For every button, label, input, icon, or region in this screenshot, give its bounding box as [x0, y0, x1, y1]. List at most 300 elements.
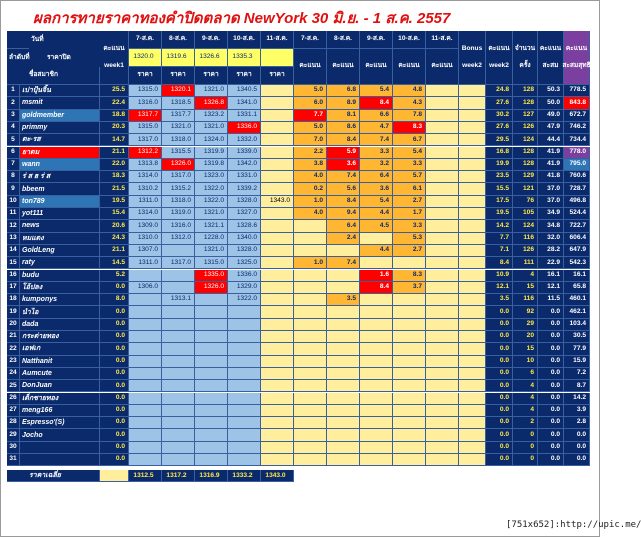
grand-total: 542.3 [564, 257, 590, 269]
day-score [393, 429, 426, 441]
predicted-price: 1324.0 [195, 134, 228, 146]
predicted-price: 1317.7 [162, 110, 195, 122]
member-name: budu [20, 270, 100, 282]
week1-score: 5.2 [100, 270, 129, 282]
entry-count: 126 [513, 245, 538, 257]
accum-score: 0.0 [538, 429, 564, 441]
predicted-price [261, 319, 294, 331]
predicted-price: 1340.0 [228, 233, 261, 245]
average-price: 1312.5 [129, 470, 162, 482]
predicted-price [261, 171, 294, 183]
entry-count: 15 [513, 343, 538, 355]
predicted-price [129, 429, 162, 441]
accum-score: 50.3 [538, 85, 564, 97]
day-score: 5.9 [327, 147, 360, 159]
header-rank-label: ลำดับที่ [7, 49, 45, 67]
predicted-price: 1228.0 [195, 233, 228, 245]
day-score: 4.4 [360, 245, 393, 257]
day-score [393, 454, 426, 466]
day-score [426, 319, 459, 331]
day-score [327, 270, 360, 282]
header-accum [538, 31, 564, 85]
predicted-price [195, 306, 228, 318]
bonus-score [459, 245, 486, 257]
row-number: 11 [7, 208, 20, 220]
entry-count: 0 [513, 454, 538, 466]
member-name: msmit [20, 97, 100, 109]
day-score [426, 208, 459, 220]
predicted-price: 1342.0 [228, 159, 261, 171]
header-closing-price [261, 49, 294, 67]
week1-score: 0.0 [100, 454, 129, 466]
day-score [327, 368, 360, 380]
accum-score: 50.0 [538, 97, 564, 109]
day-score [360, 343, 393, 355]
header-week1-score: คะแนน [103, 44, 125, 52]
day-score [294, 270, 327, 282]
member-name [20, 454, 100, 466]
bonus-score [459, 343, 486, 355]
predicted-price [162, 454, 195, 466]
predicted-price [261, 368, 294, 380]
week2-score: 15.5 [486, 183, 513, 195]
grand-total: 30.5 [564, 331, 590, 343]
grand-total: 77.9 [564, 343, 590, 355]
predicted-price [228, 380, 261, 392]
grand-total: 103.4 [564, 319, 590, 331]
predicted-price: 1329.0 [228, 282, 261, 294]
week1-score: 0.0 [100, 405, 129, 417]
grand-total: 0.0 [564, 454, 590, 466]
week2-score: 14.2 [486, 220, 513, 232]
member-name: kumponys [20, 294, 100, 306]
grand-total: 778.5 [564, 85, 590, 97]
day-score [393, 294, 426, 306]
grand-total: 8.7 [564, 380, 590, 392]
grand-total: 15.9 [564, 356, 590, 368]
member-name: DonJuan [20, 380, 100, 392]
predicted-price: 1339.0 [228, 147, 261, 159]
day-score [393, 405, 426, 417]
header-count-sub: ครั้ง [519, 61, 531, 69]
accum-score: 32.0 [538, 233, 564, 245]
predicted-price [195, 343, 228, 355]
predicted-price [129, 356, 162, 368]
week2-score: 24.8 [486, 85, 513, 97]
week2-score: 16.8 [486, 147, 513, 159]
predicted-price [195, 294, 228, 306]
day-score [426, 134, 459, 146]
header-point-date: 11-ส.ค. [426, 31, 459, 49]
predicted-price [129, 270, 162, 282]
grand-total: 0.0 [564, 442, 590, 454]
predicted-price [261, 380, 294, 392]
predicted-price: 1317.0 [162, 171, 195, 183]
day-score [327, 380, 360, 392]
day-score: 5.6 [327, 183, 360, 195]
predicted-price: 1313.1 [162, 294, 195, 306]
week1-score: 24.3 [100, 233, 129, 245]
row-number: 25 [7, 380, 20, 392]
week1-score: 0.0 [100, 368, 129, 380]
day-score: 5.7 [393, 171, 426, 183]
bonus-score [459, 356, 486, 368]
predicted-price [228, 405, 261, 417]
bonus-score [459, 220, 486, 232]
bonus-score [459, 331, 486, 343]
grand-total: 760.6 [564, 171, 590, 183]
day-score [294, 343, 327, 355]
header-point-date: 7-ส.ค. [294, 31, 327, 49]
row-number: 26 [7, 393, 20, 405]
header-price-sub: ราคา [162, 67, 195, 85]
day-score [393, 306, 426, 318]
week1-score: 20.6 [100, 220, 129, 232]
day-score [393, 257, 426, 269]
day-score [393, 393, 426, 405]
predicted-price: 1316.0 [162, 220, 195, 232]
day-score [393, 380, 426, 392]
day-score: 8.3 [393, 270, 426, 282]
predicted-price [261, 147, 294, 159]
predicted-price [195, 442, 228, 454]
accum-score: 34.8 [538, 220, 564, 232]
predicted-price: 1325.0 [228, 257, 261, 269]
predicted-price [228, 331, 261, 343]
week2-score: 0.0 [486, 417, 513, 429]
week1-score: 14.7 [100, 134, 129, 146]
member-name: ร่ ส ฮ ร่ ส [20, 171, 100, 183]
day-score [393, 319, 426, 331]
accum-score: 0.0 [538, 417, 564, 429]
member-name [20, 442, 100, 454]
member-name: Natthanit [20, 356, 100, 368]
member-name: meng166 [20, 405, 100, 417]
entry-count: 76 [513, 196, 538, 208]
predicted-price: 1335.0 [195, 270, 228, 282]
day-score: 0.2 [294, 183, 327, 195]
predicted-price [228, 306, 261, 318]
predicted-price: 1328.0 [228, 196, 261, 208]
predicted-price: 1328.6 [228, 220, 261, 232]
predicted-price [261, 356, 294, 368]
member-name: wann [20, 159, 100, 171]
predicted-price [162, 405, 195, 417]
member-name: ยาดม [20, 147, 100, 159]
accum-score: 0.0 [538, 356, 564, 368]
bonus-score [459, 442, 486, 454]
week1-score: 0.0 [100, 331, 129, 343]
predicted-price [261, 282, 294, 294]
predicted-price: 1326.0 [162, 159, 195, 171]
entry-count: 111 [513, 257, 538, 269]
week2-score: 3.5 [486, 294, 513, 306]
predicted-price [162, 245, 195, 257]
day-score [426, 257, 459, 269]
row-number: 4 [7, 122, 20, 134]
grand-total: 778.0 [564, 147, 590, 159]
row-number: 8 [7, 171, 20, 183]
entry-count: 4 [513, 405, 538, 417]
entry-count: 15 [513, 282, 538, 294]
accum-score: 0.0 [538, 306, 564, 318]
member-name: ตะ-รส [20, 134, 100, 146]
bonus-score [459, 97, 486, 109]
day-score [426, 331, 459, 343]
bonus-score [459, 368, 486, 380]
row-number: 14 [7, 245, 20, 257]
day-score [327, 442, 360, 454]
entry-count: 129 [513, 171, 538, 183]
row-number: 23 [7, 356, 20, 368]
bonus-score [459, 110, 486, 122]
bonus-score [459, 294, 486, 306]
day-score [360, 331, 393, 343]
header-closing-price: 1319.6 [162, 49, 195, 67]
row-number: 5 [7, 134, 20, 146]
predicted-price [261, 134, 294, 146]
day-score [294, 405, 327, 417]
predicted-price: 1313.8 [129, 159, 162, 171]
day-score [327, 331, 360, 343]
header-score2-week: week2 [489, 61, 509, 69]
week2-score: 7.1 [486, 245, 513, 257]
header-count [513, 31, 538, 85]
member-name: หมแดง [20, 233, 100, 245]
entry-count: 128 [513, 97, 538, 109]
row-number: 6 [7, 147, 20, 159]
day-score: 8.4 [327, 134, 360, 146]
predicted-price [162, 429, 195, 441]
day-score [360, 319, 393, 331]
header-accum-label: สะสม [542, 61, 559, 69]
header-point-date: 8-ส.ค. [327, 31, 360, 49]
predicted-price: 1321.0 [195, 122, 228, 134]
member-name: ton789 [20, 196, 100, 208]
day-score [426, 147, 459, 159]
week2-score: 17.5 [486, 196, 513, 208]
entry-count: 127 [513, 110, 538, 122]
member-name: bbeem [20, 183, 100, 195]
predicted-price [195, 368, 228, 380]
accum-score: 11.5 [538, 294, 564, 306]
bonus-score [459, 306, 486, 318]
member-name: primmy [20, 122, 100, 134]
bonus-score [459, 208, 486, 220]
predicted-price [261, 405, 294, 417]
bonus-score [459, 270, 486, 282]
predicted-price [228, 368, 261, 380]
week1-score: 0.0 [100, 380, 129, 392]
row-number: 13 [7, 233, 20, 245]
entry-count: 4 [513, 393, 538, 405]
grand-total: 7.2 [564, 368, 590, 380]
accum-score: 0.0 [538, 454, 564, 466]
image-source-caption: [751x652]:http://upic.me/ [506, 520, 641, 530]
predicted-price: 1322.0 [195, 183, 228, 195]
day-score: 7.0 [294, 134, 327, 146]
header-price-sub: ราคา [261, 67, 294, 85]
header-point-sub: คะแนน [360, 49, 393, 85]
header-closing-price: 1326.6 [195, 49, 228, 67]
day-score [327, 245, 360, 257]
predicted-price: 1319.0 [162, 208, 195, 220]
day-score [426, 97, 459, 109]
bonus-score [459, 233, 486, 245]
day-score [327, 282, 360, 294]
row-number: 18 [7, 294, 20, 306]
day-score: 4.8 [393, 85, 426, 97]
day-score: 6.6 [360, 110, 393, 122]
header-price-date: 9-ส.ค. [195, 31, 228, 49]
header-week1-label: week1 [104, 61, 124, 69]
predicted-price: 1319.9 [195, 147, 228, 159]
day-score: 1.0 [294, 257, 327, 269]
header-price-date: 7-ส.ค. [129, 31, 162, 49]
week1-score: 0.0 [100, 393, 129, 405]
accum-score: 28.2 [538, 245, 564, 257]
accum-score: 0.0 [538, 405, 564, 417]
entry-count: 2 [513, 417, 538, 429]
predicted-price [261, 208, 294, 220]
accum-score: 0.0 [538, 319, 564, 331]
entry-count: 10 [513, 356, 538, 368]
accum-score: 22.9 [538, 257, 564, 269]
bonus-score [459, 319, 486, 331]
average-spacer [100, 470, 129, 482]
day-score [294, 380, 327, 392]
header-price-date: 10-ส.ค. [228, 31, 261, 49]
header-count-label: จำนวน [514, 44, 536, 52]
predicted-price [162, 282, 195, 294]
bonus-score [459, 405, 486, 417]
day-score [360, 417, 393, 429]
predicted-price: 1320.1 [162, 85, 195, 97]
predicted-price [261, 343, 294, 355]
grand-total: 14.2 [564, 393, 590, 405]
day-score [393, 417, 426, 429]
predicted-price: 1322.0 [228, 294, 261, 306]
row-number: 15 [7, 257, 20, 269]
predicted-price [261, 85, 294, 97]
day-score [426, 85, 459, 97]
accum-score: 44.4 [538, 134, 564, 146]
bonus-score [459, 134, 486, 146]
average-price: 1316.9 [195, 470, 228, 482]
day-score [327, 417, 360, 429]
day-score: 1.6 [360, 270, 393, 282]
week1-score: 22.0 [100, 159, 129, 171]
day-score [426, 306, 459, 318]
week1-score: 25.5 [100, 85, 129, 97]
header-closing-price: 1335.3 [228, 49, 261, 67]
header-score2 [486, 31, 513, 85]
day-score [327, 405, 360, 417]
predicted-price [129, 393, 162, 405]
predicted-price [195, 356, 228, 368]
accum-score: 41.9 [538, 147, 564, 159]
predicted-price: 1322.0 [195, 196, 228, 208]
predicted-price [129, 294, 162, 306]
accum-score: 41.9 [538, 159, 564, 171]
week1-score: 0.0 [100, 442, 129, 454]
accum-score: 34.9 [538, 208, 564, 220]
day-score: 7.4 [327, 171, 360, 183]
row-number: 10 [7, 196, 20, 208]
day-score: 4.0 [294, 208, 327, 220]
entry-count: 0 [513, 429, 538, 441]
predicted-price: 1318.0 [162, 196, 195, 208]
predicted-price [195, 319, 228, 331]
predicted-price: 1323.2 [195, 110, 228, 122]
day-score: 4.3 [393, 97, 426, 109]
predicted-price: 1314.0 [129, 208, 162, 220]
day-score: 5.0 [294, 85, 327, 97]
week2-score: 0.0 [486, 368, 513, 380]
day-score [426, 343, 459, 355]
header-grand-label: คะแนน [565, 44, 588, 52]
week2-score: 0.0 [486, 393, 513, 405]
bonus-score [459, 380, 486, 392]
day-score: 7.4 [327, 257, 360, 269]
header-score2-label: คะแนน [488, 44, 510, 52]
grand-total: 2.8 [564, 417, 590, 429]
predicted-price [228, 442, 261, 454]
member-name: เอฟเก [20, 343, 100, 355]
week1-score: 0.0 [100, 343, 129, 355]
header-price-sub: ราคา [228, 67, 261, 85]
report-title: ผลการทายราคาทองคำปิดตลาด NewYork 30 มิ.ย. - 1 ส.ค. 2557 [33, 10, 451, 27]
predicted-price [162, 331, 195, 343]
week1-score: 15.4 [100, 208, 129, 220]
entry-count: 4 [513, 270, 538, 282]
week2-score: 0.0 [486, 454, 513, 466]
member-name: Espresso'(S) [20, 417, 100, 429]
day-score [327, 343, 360, 355]
member-name: yot111 [20, 208, 100, 220]
entry-count: 6 [513, 368, 538, 380]
day-score [360, 356, 393, 368]
row-number: 19 [7, 306, 20, 318]
day-score: 1.0 [294, 196, 327, 208]
day-score [426, 220, 459, 232]
predicted-price [162, 417, 195, 429]
average-price: 1333.2 [228, 470, 261, 482]
accum-score: 0.0 [538, 343, 564, 355]
predicted-price: 1343.0 [261, 196, 294, 208]
member-name: นำไอ [20, 306, 100, 318]
header-price-sub: ราคา [195, 67, 228, 85]
predicted-price: 1312.0 [162, 233, 195, 245]
predicted-price [195, 454, 228, 466]
row-number: 28 [7, 417, 20, 429]
predicted-price: 1315.0 [195, 257, 228, 269]
bonus-score [459, 122, 486, 134]
accum-score: 0.0 [538, 442, 564, 454]
week1-score: 21.5 [100, 183, 129, 195]
day-score [294, 319, 327, 331]
predicted-price: 1319.8 [195, 159, 228, 171]
day-score: 2.7 [393, 245, 426, 257]
header-price-date: 8-ส.ค. [162, 31, 195, 49]
day-score [426, 245, 459, 257]
grand-total: 3.9 [564, 405, 590, 417]
row-number: 27 [7, 405, 20, 417]
predicted-price: 1321.1 [195, 220, 228, 232]
bonus-score [459, 282, 486, 294]
header-point-sub: คะแนน [327, 49, 360, 85]
predicted-price [261, 245, 294, 257]
